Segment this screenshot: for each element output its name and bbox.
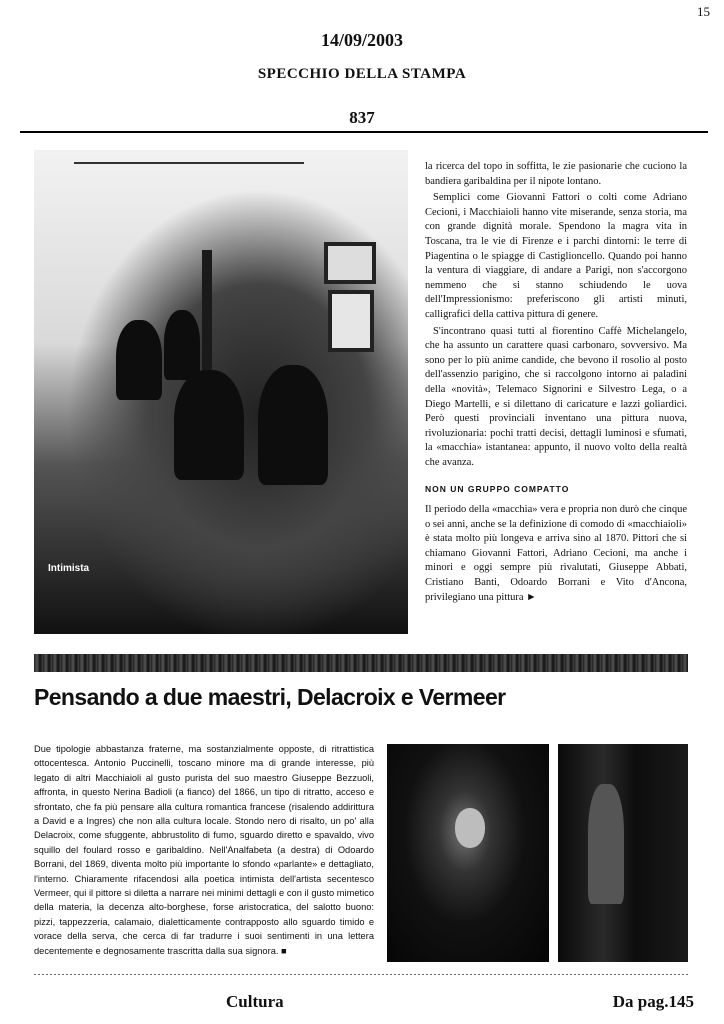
article-paragraph: la ricerca del topo in soffitta, le zie pasionarie che cuciono la bandiera garibaldina per il nipote lontano. <box>425 161 687 187</box>
photo-figure <box>174 370 244 480</box>
clip-number: 837 <box>349 108 375 127</box>
article-subhead: NON UN GRUPPO COMPATTO <box>425 484 570 495</box>
article-paragraph: Semplici come Giovanni Fattori o colti come Adriano Cecioni, i Macchiaioli hanno vite miserande, senza storia, ma con grande dignità morale. Spendono la magra vita in Toscana, tra le vie di Firenze e i parchi dintorni: le terre di Piagentina o le spiagge di Castiglioncello. Quando poi hanno la ventura di viaggiare, di andare a Parigi, non s'accorgono nemmeno che si stanno schiudendo le uova dell'Impressionismo: preferiscono gli artisti minuti, calligrafici della cattiva pittura di genere. <box>425 192 687 320</box>
sidebar-body: Due tipologie abbastanza fraterne, ma sostanzialmente opposte, di ritrattistica ottocentesca. Antonio Puccinelli, toscano minore ma di grande interesse, più legato di altri Macchiaioli al gusto purista del suo maestro Giuseppe Bezzuoli, affronta, in questo Nerina Badioli (a fianco) del 1866, un tipo di ritratto, acceso e sfrontato, che fa più pensare alla cultura romantica francese (risalendo addirittura a David e a Ingres) che non alla cultura locale. Stondo nero di risalto, un po' alla Delacroix, come sfuggente, abbrustolito di fumo, sguardo diretto e spavaldo, vivo squillo del foulard rosso e garibaldino. Nell'Analfabeta (a destra) di Odoardo Borrani, del 1869, diventa molto più importante lo sfondo «parlante» e dettagliato, l'interno. Chiaramente rifacendosi alla poetica intimista dell'artista secentesco Vermeer, qui il pittore si diletta a narrare nei minimi dettagli e con il gusto mimetico della materia, la decenza alto-borghese, forse aristocratica, del salotto buono: pizzi, tappezzeria, calamaio, dialetticamente contrapposto allo sguardo timido e vorace della serva, che cerca di far tradurre i suoi sentimenti in una lettera decentemente e degnosamente trascritta dalla sua signora. ■ <box>34 744 374 956</box>
portrait-photo <box>387 744 549 962</box>
photo-figure <box>164 310 200 380</box>
wall-frame <box>328 290 374 352</box>
clip-date: 14/09/2003 <box>320 30 403 50</box>
article-paragraph: Il periodo della «macchia» vera e propria non durò che cinque o sei anni, anche se la definizione di comodo di «macchiaioli» è stata molto più longeva e arriva sino al 1870. Pittori che si chiamano Giovanni Fattori, Adriano Cecioni, ma anche i minori e oggi sempre più rivalutati, Giuseppe Abbati, Cristiano Banti, Odoardo Borrani e Vito d'Ancona, privilegiano una pittura ► <box>425 504 687 603</box>
photo-figure <box>116 320 162 400</box>
photo-caption-title: Intimista <box>48 563 90 574</box>
publication-masthead: SPECCHIO DELLA STAMPA <box>257 66 467 82</box>
wall-frame <box>324 242 376 284</box>
interior-photo <box>558 744 688 962</box>
article-paragraph: S'incontrano quasi tutti al fiorentino Caffè Michelangelo, che ha assunto un carattere quasi carbonaro, sovversivo. Ma sono per lo più anime candide, che bevono il rosolio al posto dell'assenzio parigino, che si raccolgono intorno ai paladini della «novità», Telemaco Signorini e Silvestro Lega, o a Diego Martelli, e si dilettano di caricature e lazzi goliardici. Però questi provinciali inventano una pittura nuova, rivoluzionaria: pochi tratti decisi, dettagli luminosi e sfumati, la «macchia» istantanea: appunto, il nuovo volto della realtà che avanza. <box>425 325 687 468</box>
sidebar-headline: Pensando a due maestri, Delacroix e Vermeer <box>34 684 506 710</box>
main-photo <box>34 150 408 634</box>
section-divider-band <box>34 654 688 672</box>
footer-continuation: Da pag.145 <box>612 992 694 1011</box>
footer-section: Cultura <box>226 992 284 1011</box>
portrait-face <box>455 808 485 848</box>
photo-figure <box>588 784 624 904</box>
article-column-right <box>425 160 687 607</box>
footer-rule <box>34 974 688 975</box>
photo-crop-mark <box>74 162 304 164</box>
header-rule <box>20 131 708 133</box>
page-number: 15 <box>697 4 710 19</box>
photo-figure <box>258 365 328 485</box>
